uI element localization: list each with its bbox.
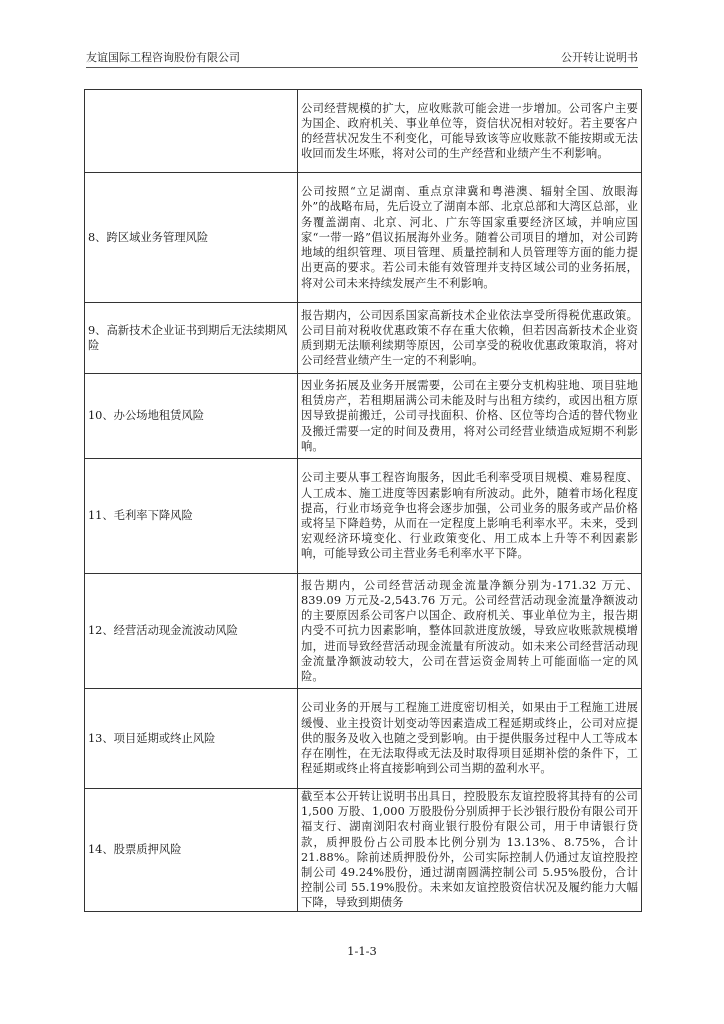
risk-name: 14、股票质押风险: [85, 789, 298, 912]
risk-description: 截至本公开转让说明书出具日，控股股东友谊控股将其持有的公司 1,500 万股、1,000 万股股份分别质押于长沙银行股份有限公司开福支行、湖南浏阳农村商业银行股份有限公司，用于申请银行贷款，质押股份占公司股本比例分别为 13.13%、8.75%，合计 21.88%。除前述质押股份外，公司实际控制人仍通过友谊控股控制公司 49.24%股份，通过湖南圆满控制公司 5.95%股份，合计控制公司 55.19%股份。未来如友谊控股资信状况及履约能力大幅下降，导致到期债务: [298, 789, 642, 912]
table-row: [85, 574, 642, 689]
table-row: [85, 173, 642, 303]
page-number: 1-1-3: [347, 944, 377, 958]
risk-name: 10、办公场地租赁风险: [85, 374, 298, 459]
table-row: [85, 303, 642, 374]
table-row: [85, 689, 642, 789]
risk-name: [85, 90, 298, 173]
risk-table: [84, 89, 642, 912]
risk-description: 报告期内，公司经营活动现金流量净额分别为-171.32 万元、839.09 万元及-2,543.76 万元。公司经营活动现金流量净额波动的主要原因系公司客户以国企、政府机关、事业单位为主，报告期内受不可抗力因素影响，整体回款进度放缓，导致应收账款规模增加，进而导致经营活动现金流量有所波动。如未来公司经营活动现金流量净额波动较大，公司在营运资金周转上可能面临一定的风险。: [298, 574, 642, 689]
table-row: [85, 459, 642, 574]
risk-name: 12、经营活动现金流波动风险: [85, 574, 298, 689]
risk-name: 13、项目延期或终止风险: [85, 689, 298, 789]
risk-name: 8、跨区域业务管理风险: [85, 173, 298, 303]
table-row: [85, 789, 642, 912]
risk-description: 公司业务的开展与工程施工进度密切相关，如果由于工程施工进展缓慢、业主投资计划变动等因素造成工程延期或终止，公司对应提供的服务及收入也随之受到影响。由于提供服务过程中人工等成本存在刚性，在无法取得或无法及时取得项目延期补偿的条件下，工程延期或终止将直接影响到公司当期的盈利水平。: [298, 689, 642, 789]
document-type: 公开转让说明书: [561, 51, 638, 64]
risk-description: 公司主要从事工程咨询服务，因此毛利率受项目规模、难易程度、人工成本、施工进度等因素影响有所波动。此外，随着市场化程度提高，行业市场竞争也将会逐步加强，公司业务的服务或产品价格或将呈下降趋势，从而在一定程度上影响毛利率水平。未来，受到宏观经济环境变化、行业政策变化、用工成本上升等不利因素影响，可能导致公司主营业务毛利率水平下降。: [298, 459, 642, 574]
table-row: [85, 90, 642, 173]
page-header: [86, 50, 638, 68]
risk-description: 公司经营规模的扩大，应收账款可能会进一步增加。公司客户主要为国企、政府机关、事业单位等，资信状况相对较好。若主要客户的经营状况发生不利变化，可能导致该等应收账款不能按期或无法收回而发生坏账，将对公司的生产经营和业绩产生不利影响。: [298, 90, 642, 173]
risk-description: 公司按照“立足湖南、重点京津冀和粤港澳、辐射全国、放眼海外”的战略布局，先后设立了湖南本部、北京总部和大湾区总部，业务覆盖湖南、北京、河北、广东等国家重要经济区域，并响应国家“一带一路”倡议拓展海外业务。随着公司项目的增加，对公司跨地域的组织管理、项目管理、质量控制和人员管理等方面的能力提出更高的要求。若公司未能有效管理并支持区域公司的业务拓展，将对公司未来持续发展产生不利影响。: [298, 173, 642, 303]
risk-name: 9、高新技术企业证书到期后无法续期风险: [85, 303, 298, 374]
risk-name: 11、毛利率下降风险: [85, 459, 298, 574]
risk-description: 报告期内，公司因系国家高新技术企业依法享受所得税优惠政策。公司目前对税收优惠政策不存在重大依赖，但若因高新技术企业资质到期无法顺利续期等原因，公司享受的税收优惠政策取消，将对公司经营业绩产生一定的不利影响。: [298, 303, 642, 374]
table-row: [85, 374, 642, 459]
company-name: 友谊国际工程咨询股份有限公司: [86, 51, 240, 64]
risk-description: 因业务拓展及业务开展需要，公司在主要分支机构驻地、项目驻地租赁房产，若租期届满公司未能及时与出租方续约，或因出租方原因导致提前搬迁，公司寻找面积、价格、区位等均合适的替代物业及搬迁需要一定的时间及费用，将对公司经营业绩造成短期不利影响。: [298, 374, 642, 459]
